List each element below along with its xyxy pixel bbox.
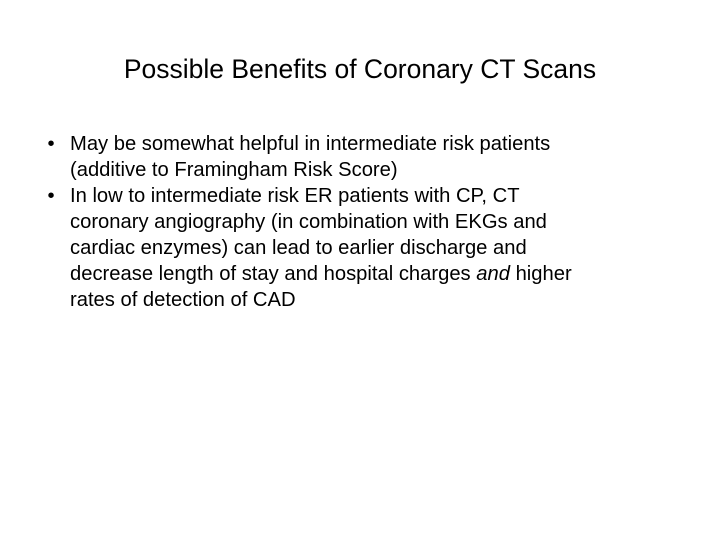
bullet-line: cardiac enzymes) can lead to earlier discharge and — [70, 237, 527, 259]
bullet-line: In low to intermediate risk ER patients with CP, CT — [70, 185, 520, 207]
bullet-marker: • — [47, 185, 55, 207]
bullet-line: rates of detection of CAD — [70, 289, 296, 311]
bullet-line: May be somewhat helpful in intermediate risk patients — [70, 133, 551, 155]
bullet-item-2 — [0, 183, 695, 313]
bullet-item-1 — [0, 131, 695, 183]
bullet-line-text: higher — [515, 263, 572, 285]
bullet-line: (additive to Framingham Risk Score) — [70, 159, 398, 181]
emphasis-text: and — [476, 263, 510, 285]
bullet-line-text: decrease length of stay and hospital charges — [70, 263, 471, 285]
bullet-list — [0, 131, 720, 313]
slide-title: Possible Benefits of Coronary CT Scans — [123, 54, 597, 84]
bullet-line — [70, 261, 695, 287]
bullet-line: coronary angiography (in combination with EKGs and — [70, 211, 547, 233]
bullet-marker: • — [47, 133, 55, 155]
